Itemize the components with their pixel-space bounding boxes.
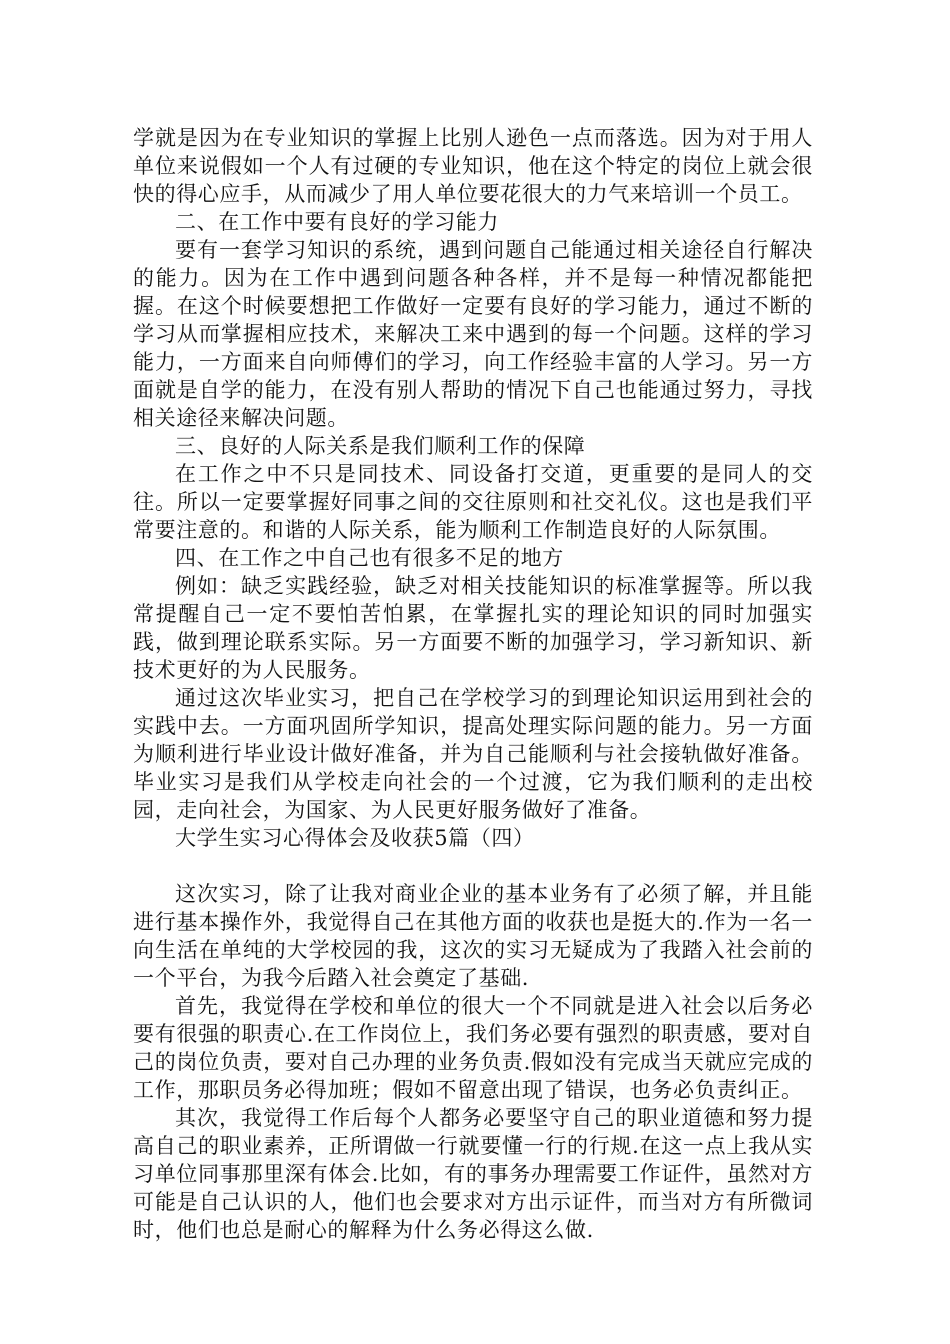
paragraph: 例如：缺乏实践经验，缺乏对相关技能知识的标准掌握等。所以我常提醒自己一定不要怕苦怕累，在掌握扎实的理论知识的同时加强实践，做到理论联系实际。另一方面要不断的加强学习，学习新知识、新技术更好的为人民服务。 <box>133 574 813 682</box>
blank-line <box>133 852 813 880</box>
paragraph: 要有一套学习知识的系统，遇到问题自己能通过相关途径自行解决的能力。因为在工作中遇到问题各种各样，并不是每一种情况都能把握。在这个时候要想把工作做好一定要有良好的学习能力，通过不断的学习从而掌握相应技术，来解决工来中遇到的每一个问题。这样的学习能力，一方面来自向师傅们的学习，向工作经验丰富的人学习。另一方面就是自学的能力，在没有别人帮助的情况下自己也能通过努力，寻找相关途径来解决问题。 <box>133 238 813 430</box>
document-page <box>133 124 813 1244</box>
paragraph: 在工作之中不只是同技术、同设备打交道，更重要的是同人的交往。所以一定要掌握好同事之间的交往原则和社交礼仪。这也是我们平常要注意的。和谐的人际关系，能为顺利工作制造良好的人际氛围。 <box>133 462 813 542</box>
paragraph: 通过这次毕业实习，把自己在学校学习的到理论知识运用到社会的实践中去。一方面巩固所学知识，提高处理实际问题的能力。另一方面为顺利进行毕业设计做好准备，并为自己能顺利与社会接轨做好准备。毕业实习是我们从学校走向社会的一个过渡，它为我们顺利的走出校园，走向社会，为国家、为人民更好服务做好了准备。 <box>133 686 813 822</box>
paragraph: 首先，我觉得在学校和单位的很大一个不同就是进入社会以后务必要有很强的职责心.在工作岗位上，我们务必要有强烈的职责感，要对自己的岗位负责，要对自己办理的业务负责.假如没有完成当天就应完成的工作，那职员务必得加班；假如不留意出现了错误，也务必负责纠正。 <box>133 994 813 1102</box>
section-heading: 大学生实习心得体会及收获5篇（四） <box>175 826 535 850</box>
section-heading: 三、良好的人际关系是我们顺利工作的保障 <box>175 434 586 458</box>
paragraph: 这次实习，除了让我对商业企业的基本业务有了必须了解，并且能进行基本操作外，我觉得自己在其他方面的收获也是挺大的.作为一名一向生活在单纯的大学校园的我，这次的实习无疑成为了我踏入社会前的一个平台，为我今后踏入社会奠定了基础. <box>133 882 813 990</box>
paragraph: 学就是因为在专业知识的掌握上比别人逊色一点而落选。因为对于用人单位来说假如一个人有过硬的专业知识，他在这个特定的岗位上就会很快的得心应手，从而减少了用人单位要花很大的力气来培训一个员工。 <box>133 126 813 206</box>
section-heading: 四、在工作之中自己也有很多不足的地方 <box>175 546 564 570</box>
section-heading: 二、在工作中要有良好的学习能力 <box>175 210 499 234</box>
paragraph: 其次，我觉得工作后每个人都务必要坚守自己的职业道德和努力提高自己的职业素养，正所谓做一行就要懂一行的行规.在这一点上我从实习单位同事那里深有体会.比如，有的事务办理需要工作证件，虽然对方可能是自己认识的人，他们也会要求对方出示证件，而当对方有所微词时，他们也总是耐心的解释为什么务必得这么做. <box>133 1106 813 1242</box>
